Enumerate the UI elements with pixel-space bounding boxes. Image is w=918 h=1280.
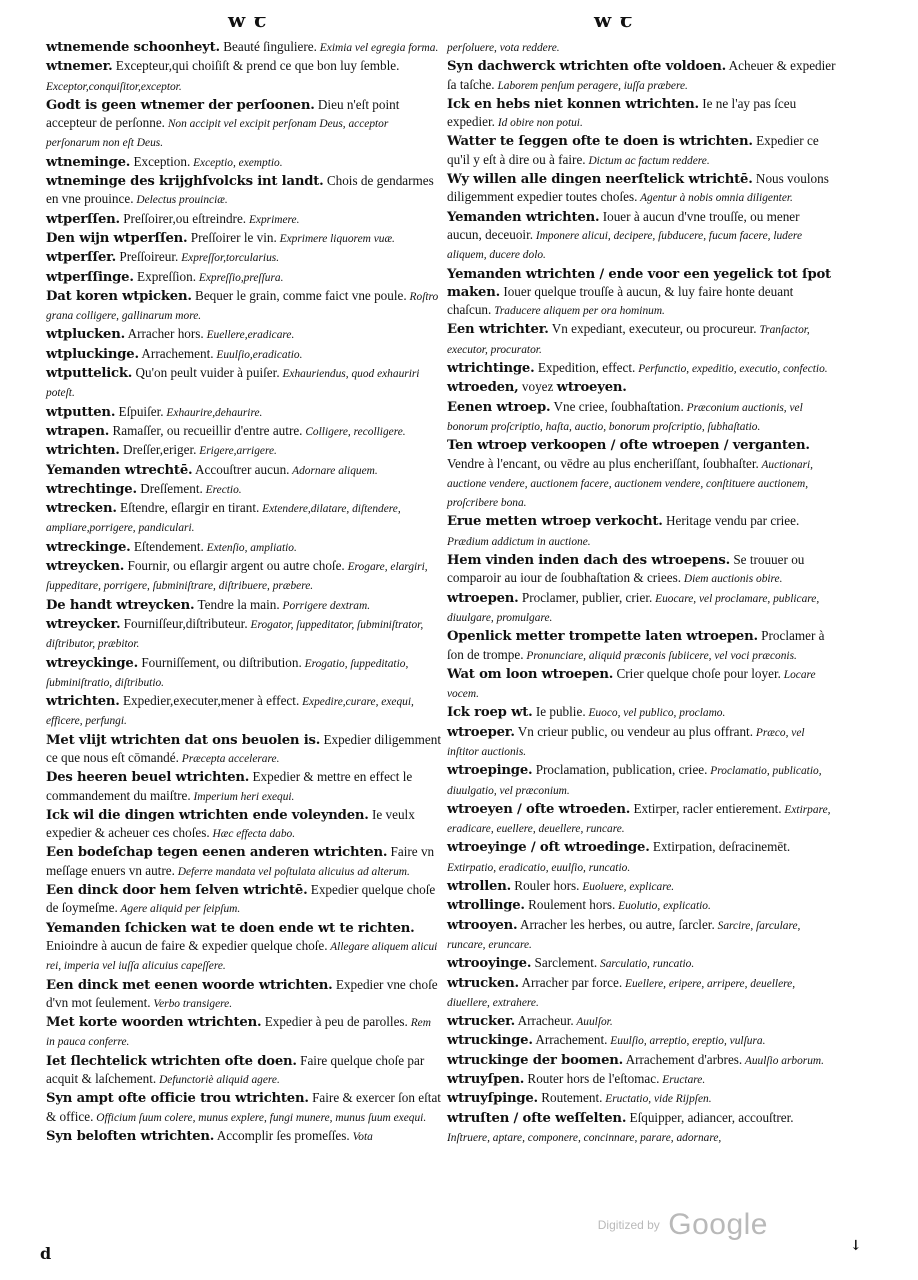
- french-gloss: Arracher hors.: [125, 326, 204, 342]
- latin-gloss: Extenſio, ampliatio.: [203, 541, 297, 554]
- latin-gloss: Colligere, recolligere.: [302, 425, 406, 438]
- french-gloss: Expedier ce qu'il y eſt à dire ou à faire.: [447, 133, 819, 167]
- french-gloss: Dreſſement.: [136, 480, 203, 496]
- french-gloss: Ie ne l'ay pas ſceu expedier.: [447, 95, 797, 130]
- latin-gloss: perſoluere, vota reddere.: [447, 42, 560, 54]
- french-gloss: Expedier vne choſe d'vn mot ſeulement.: [46, 976, 438, 1010]
- french-gloss: Arracheur.: [515, 1013, 574, 1029]
- latin-gloss: Erogare, elargiri, ſuppeditare, porrigere, ſubminiſtrare, diſtribuere, præbere.: [46, 561, 428, 593]
- latin-gloss: Prædium addictum in auctione.: [447, 535, 591, 548]
- headword: Erue metten wtroep verkocht.: [447, 514, 663, 530]
- latin-gloss: Auulſio arborum.: [742, 1054, 824, 1067]
- french-gloss: Nous voulons diligemment expedier toutes choſes.: [447, 171, 829, 205]
- latin-gloss: Eructare.: [659, 1074, 706, 1087]
- latin-gloss: Expreſſor,torcularius.: [178, 252, 280, 265]
- headword: Met korte woorden wtrichten.: [46, 1015, 262, 1031]
- dictionary-entry: [447, 896, 837, 915]
- latin-gloss: Euulſio,eradicatio.: [213, 348, 303, 361]
- french-gloss: Arracher les herbes, ou autre, ſarcler.: [517, 916, 715, 932]
- dictionary-entry: [46, 172, 441, 210]
- french-gloss: Extirper, racler entierement.: [630, 800, 782, 816]
- french-gloss: Se trouuer ou comparoir au iour de ſoubhaſtation & criees.: [447, 552, 805, 586]
- dictionary-entry: [447, 1109, 837, 1148]
- french-gloss: Ie publie.: [532, 704, 586, 720]
- latin-gloss: Vota: [349, 1130, 373, 1143]
- latin-gloss: Auctionari, auctione vendere, auctionem facere, auctionem vendere, conſtituere auctionem, proſcribere bona.: [447, 458, 814, 510]
- headword: Ten wtroep verkoopen / ofte wtroepen / verganten.: [447, 438, 810, 454]
- latin-gloss: Expedire,curare, exequi, efficere, perfungi.: [46, 696, 414, 728]
- dictionary-entry: [447, 838, 837, 877]
- latin-gloss: Sarcire, ſarculare, runcare, eruncare.: [447, 919, 801, 951]
- headword: wtrichtinge.: [447, 361, 535, 377]
- headword: wtruckinge der boomen.: [447, 1052, 624, 1068]
- headword: Syn ampt ofte officie trou wtrichten.: [46, 1091, 309, 1107]
- headword: wtroepen.: [447, 590, 519, 606]
- headword-ref: wtroeyen.: [556, 380, 627, 396]
- headword: Een wtrichter.: [447, 322, 549, 338]
- dictionary-entry: [447, 916, 837, 955]
- latin-gloss: Adornare aliquem.: [289, 464, 378, 477]
- catchword-mark: ↓: [850, 1238, 862, 1254]
- dictionary-entry: [447, 954, 837, 973]
- french-gloss: Eſquipper, adiancer, accouſtrer.: [626, 1109, 794, 1125]
- french-gloss: Vn expediant, executeur, ou procureur.: [548, 321, 757, 337]
- french-gloss: voyez: [518, 379, 557, 395]
- latin-gloss: Agentur à nobis omnia diligenter.: [637, 192, 793, 205]
- dictionary-entry: [46, 461, 441, 480]
- latin-gloss: Sarculatio, runcatio.: [597, 958, 695, 971]
- latin-gloss: Id obire non potui.: [494, 117, 583, 130]
- latin-gloss: Extirpatio, eradicatio, euulſio, runcatio.: [447, 861, 631, 874]
- french-gloss: Proclamer, publier, crier.: [518, 589, 653, 605]
- headword: wtnemende schoonheyt.: [46, 40, 220, 55]
- french-gloss: Dieu n'eſt point accepteur de perſonne.: [46, 96, 400, 131]
- dictionary-entry: [447, 627, 837, 665]
- french-gloss: Vn crieur public, ou vendeur au plus offrant.: [514, 723, 754, 739]
- dictionary-entry: [46, 325, 441, 344]
- dictionary-entry: [447, 1012, 837, 1031]
- headword: wtroeyinge / oft wtroedinge.: [447, 840, 650, 856]
- latin-gloss: Deferre mandata vel poſtulata alicuius ad alterum.: [174, 865, 410, 878]
- dictionary-entry: [447, 800, 837, 839]
- latin-gloss: Eructatio, vide Rijpſen.: [602, 1093, 712, 1106]
- french-gloss: Expedier quelque choſe de ſoymeſme.: [46, 882, 436, 916]
- dictionary-entry: [447, 512, 837, 551]
- dictionary-entry: [447, 1070, 837, 1089]
- latin-gloss: Delectus prouinciæ.: [133, 194, 228, 207]
- latin-gloss: Perfunctio, expeditio, executio, confectio.: [635, 363, 828, 376]
- dictionary-entry: [447, 170, 837, 208]
- dictionary-entry: [46, 731, 441, 769]
- running-head-left: w ꞇ: [228, 8, 268, 32]
- latin-gloss: Locare vocem.: [447, 668, 816, 701]
- dictionary-entry: [447, 132, 837, 170]
- latin-gloss: Verbo transigere.: [150, 997, 233, 1010]
- headword: Watter te ſeggen ofte te doen is wtrichten.: [447, 134, 753, 150]
- dictionary-entry: [46, 843, 441, 881]
- headword: Yemanden wtrechtē.: [46, 462, 193, 478]
- latin-gloss: Exhauriendus, quod exhauriri poteſt.: [46, 368, 420, 400]
- dictionary-entry: [46, 441, 441, 460]
- french-gloss: Vne criee, ſoubhaſtation.: [550, 398, 684, 414]
- headword: wtperſſen.: [46, 211, 120, 227]
- headword: Openlick metter trompette laten wtroepen.: [447, 629, 758, 645]
- right-column: [447, 38, 837, 1147]
- latin-gloss: Exprimere.: [246, 213, 300, 226]
- latin-gloss: Defunctoriè aliquid agere.: [156, 1074, 280, 1087]
- french-gloss: Ie veulx expedier & acheuer ces choſes.: [46, 806, 415, 841]
- dictionary-entry: [46, 153, 441, 172]
- headword: wtneminge des krijghſvolcks int landt.: [46, 174, 324, 190]
- dictionary-entry: [447, 723, 837, 762]
- headword: wtruſten / ofte weſſelten.: [447, 1110, 627, 1126]
- headword: wtroeper.: [447, 724, 515, 740]
- headword: wtruyſpen.: [447, 1072, 525, 1088]
- french-gloss: Chois de gendarmes en vne prouince.: [46, 173, 434, 207]
- headword: Yemanden wtrichten / ende voor een yegelick tot ſpot maken.: [447, 266, 831, 300]
- latin-gloss: Officium ſuum colere, munus explere, fungi munere, munus ſuum exequi.: [93, 1111, 427, 1124]
- latin-gloss: Euoluere, explicare.: [579, 881, 675, 894]
- french-gloss: Proclamer à ſon de trompe.: [447, 628, 825, 662]
- headword: wtrichten.: [46, 443, 120, 459]
- french-gloss: Faire vn meſſage enuers vn autre.: [46, 844, 435, 878]
- headword: wtrooyen.: [447, 917, 518, 933]
- headword: wtrechtinge.: [46, 481, 137, 497]
- dictionary-entry: [447, 1051, 837, 1070]
- headword: wtplucken.: [46, 327, 125, 343]
- dictionary-entry: [46, 806, 441, 844]
- headword: wtrollen.: [447, 879, 511, 895]
- headword: Dat koren wtpicken.: [46, 288, 192, 304]
- dictionary-entry: [46, 403, 441, 422]
- headword: Des heeren beuel wtrichten.: [46, 770, 250, 786]
- latin-gloss: Præconium auctionis, vel bonorum proſcriptio, haſta, auctio, bonorum proſcriptio, ſubhaſtatio.: [447, 401, 803, 433]
- french-gloss: Routement.: [537, 1090, 603, 1106]
- dictionary-entry: [447, 665, 837, 704]
- french-gloss: Excepteur,qui choiſiſt & prend ce que bon luy ſemble.: [112, 58, 400, 74]
- latin-gloss: Pronunciare, aliquid præconis ſubiicere, vel voci præconis.: [523, 649, 797, 662]
- dictionary-entry: [46, 768, 441, 806]
- dictionary-entry: [447, 1089, 837, 1108]
- french-gloss: Eſtendement.: [130, 538, 204, 554]
- headword: Iet ſlechtelick wtrichten ofte doen.: [46, 1053, 297, 1069]
- dictionary-entry: [447, 703, 837, 722]
- headword: wtroepinge.: [447, 763, 533, 779]
- french-gloss: Preſſoireur.: [116, 249, 179, 265]
- headword: Ick roep wt.: [447, 705, 533, 721]
- french-gloss: Arrachement d'arbres.: [623, 1051, 743, 1067]
- french-gloss: Eſtendre, eſlargir en tirant.: [116, 500, 260, 516]
- dictionary-entry: [447, 208, 837, 265]
- dictionary-entry: [447, 378, 837, 397]
- headword: wtruckinge.: [447, 1033, 533, 1049]
- latin-gloss: Euulſio, arreptio, ereptio, vulſura.: [607, 1035, 766, 1048]
- latin-gloss: Euolutio, explicatio.: [615, 900, 711, 913]
- dictionary-entry: [447, 436, 837, 512]
- dictionary-entry: [46, 538, 441, 557]
- headword: Een dinck door hem ſelven wtrichtē.: [46, 883, 308, 899]
- french-gloss: Expedier,executer,mener à effect.: [119, 693, 300, 709]
- french-gloss: Fourniſſeur,diſtributeur.: [120, 615, 248, 631]
- dictionary-entry: [46, 692, 441, 731]
- latin-gloss: Eximia vel egregia forma.: [316, 42, 439, 54]
- dictionary-entry: [46, 38, 441, 57]
- headword: Eenen wtroep.: [447, 399, 551, 415]
- headword: Yemanden wtrichten.: [447, 209, 600, 225]
- latin-gloss: Euellere,eradicare.: [203, 329, 295, 342]
- dictionary-entry: [447, 57, 837, 95]
- french-gloss: Faire & exercer ſon eſtat & office.: [46, 1090, 441, 1124]
- latin-gloss: Traducere aliquem per ora hominum.: [491, 305, 665, 318]
- headword: wtrapen.: [46, 423, 110, 439]
- latin-gloss: Erectio.: [202, 483, 242, 496]
- dictionary-entry: [46, 268, 441, 287]
- dictionary-entry: [447, 974, 837, 1013]
- headword: wtrecken.: [46, 501, 117, 517]
- headword: wtrooyinge.: [447, 956, 532, 972]
- dictionary-entry: [46, 596, 441, 615]
- latin-gloss: Extirpare, eradicare, euellere, deuellere, runcare.: [447, 803, 831, 836]
- french-gloss: Router hors de l'eſtomac.: [524, 1071, 660, 1087]
- latin-gloss: Extendere,dilatare, diſtendere, ampliare,porrigere, pandiculari.: [46, 503, 401, 535]
- french-gloss: Faire quelque choſe par acquit & laſchement.: [46, 1052, 425, 1087]
- latin-gloss: Erogator, ſuppeditator, ſubminiſtrator, diſtributor, præbitor.: [46, 618, 424, 651]
- headword: De handt wtreycken.: [46, 597, 195, 613]
- french-gloss: Expedier & mettre en effect le commandement du maiſtre.: [46, 769, 413, 803]
- signature-mark: d: [40, 1244, 52, 1263]
- running-head-right: w ꞇ: [594, 8, 634, 32]
- latin-gloss: Imponere alicui, decipere, ſubducere, fucum facere, ludere aliquem, ducere dolo.: [447, 229, 802, 262]
- headword: Wy willen alle dingen neerſtelick wtrichtē.: [447, 172, 753, 188]
- dictionary-entry: [46, 919, 441, 976]
- french-gloss: Proclamation, publication, criee.: [532, 762, 708, 778]
- headword: wtrollinge.: [447, 898, 525, 914]
- french-gloss: Rouler hors.: [510, 878, 580, 894]
- latin-gloss: Exceptio, exemptio.: [190, 156, 283, 169]
- latin-gloss: Agere aliquid per ſeipſum.: [117, 903, 241, 916]
- french-gloss: Bequer le grain, comme faict vne poule.: [191, 287, 407, 303]
- dictionary-entry: [46, 287, 441, 326]
- french-gloss: Enioindre à aucun de faire & expedier quelque choſe.: [46, 937, 328, 953]
- french-gloss: Accomplir ſes promeſſes.: [214, 1127, 350, 1143]
- dictionary-entry: [46, 57, 441, 96]
- headword: wtroeden,: [447, 380, 519, 396]
- headword: Yemanden ſchicken wat te doen ende wt te richten.: [46, 920, 415, 936]
- dictionary-entry: [447, 589, 837, 628]
- latin-gloss: Euellere, eripere, arripere, deuellere, diuellere, extrahere.: [447, 977, 796, 1009]
- latin-gloss: Exprimere liquorem vuæ.: [276, 232, 395, 245]
- headword: wtpluckinge.: [46, 346, 139, 362]
- french-gloss: Arracher par force.: [518, 974, 623, 990]
- dictionary-entry: [46, 615, 441, 654]
- french-gloss: Eſpuiſer.: [115, 403, 164, 419]
- french-gloss: Qu'on peult vuider à puiſer.: [132, 365, 280, 381]
- french-gloss: Beauté ſinguliere.: [219, 39, 317, 54]
- french-gloss: Vendre à l'encant, ou vēdre au plus encheriſſant, ſoubhaſter.: [447, 455, 759, 471]
- french-gloss: Expedier diligemment ce que nous eſt cōmandé.: [46, 731, 441, 765]
- french-gloss: Arrachement.: [138, 345, 214, 361]
- headword: wtreycker.: [46, 616, 121, 632]
- french-gloss: Expreſſion.: [133, 268, 197, 284]
- latin-gloss: Tranſactor, executor, procurator.: [447, 324, 810, 356]
- headword: wtroeyen / ofte wtroeden.: [447, 801, 631, 817]
- french-gloss: Acheuer & expedier ſa taſche.: [447, 58, 836, 92]
- french-gloss: Dreſſer,eriger.: [119, 442, 197, 458]
- latin-gloss: Porrigere dextram.: [279, 599, 371, 612]
- headword: Syn beloften wtrichten.: [46, 1128, 215, 1144]
- headword: wtperſſer.: [46, 250, 117, 266]
- french-gloss: Expedier à peu de parolles.: [261, 1014, 408, 1030]
- dictionary-entry: [46, 364, 441, 403]
- headword: Syn dachwerck wtrichten ofte voldoen.: [447, 59, 727, 75]
- dictionary-entry: [46, 499, 441, 538]
- headword: Ick en hebs niet konnen wtrichten.: [447, 96, 699, 112]
- headword: wtruyſpinge.: [447, 1091, 538, 1107]
- french-gloss: Tendre la main.: [194, 596, 280, 612]
- latin-gloss: Dictum ac factum reddere.: [585, 154, 710, 167]
- french-gloss: Exception.: [130, 153, 191, 169]
- dictionary-entry: [447, 265, 837, 321]
- french-gloss: Expedition, effect.: [534, 360, 636, 376]
- dictionary-entry: [46, 96, 441, 153]
- dictionary-entry: [447, 38, 837, 57]
- dictionary-entry: [447, 1031, 837, 1050]
- dictionary-entry: [46, 1127, 441, 1146]
- latin-gloss: Euocare, vel proclamare, publicare, diuulgare, promulgare.: [447, 592, 820, 624]
- french-gloss: Accouſtrer aucun.: [192, 461, 290, 477]
- dictionary-entry: [447, 398, 837, 437]
- headword: wtneminge.: [46, 154, 131, 170]
- dictionary-entry: [46, 422, 441, 441]
- french-gloss: Fourniſſement, ou diſtribution.: [138, 654, 302, 670]
- latin-gloss: Rem in pauca conferre.: [46, 1017, 431, 1049]
- latin-gloss: Non accipit vel excipit perſonam Deus, acceptor perſonarum non eſt Deus.: [46, 118, 389, 150]
- dictionary-entry: [447, 95, 837, 133]
- latin-gloss: Euoco, vel publico, proclamo.: [585, 707, 726, 720]
- latin-gloss: Auulſor.: [573, 1016, 613, 1029]
- dictionary-entry: [46, 557, 441, 596]
- latin-gloss: Præco, vel inſtitor auctionis.: [447, 726, 805, 758]
- headword: Met vlijt wtrichten dat ons beuolen is.: [46, 732, 321, 748]
- dictionary-entry: [46, 1013, 441, 1052]
- headword: Wat om loon wtroepen.: [447, 666, 614, 682]
- dictionary-entry: [46, 654, 441, 693]
- headword: wtnemer.: [46, 59, 113, 75]
- headword: wtputtelick.: [46, 366, 133, 382]
- latin-gloss: Imperium heri exequi.: [190, 790, 295, 803]
- dictionary-entry: [46, 229, 441, 248]
- latin-gloss: Hæc effecta dabo.: [209, 828, 296, 841]
- dictionary-entry: [447, 761, 837, 800]
- headword: wtreckinge.: [46, 539, 131, 555]
- latin-gloss: Præcepta accelerare.: [178, 752, 280, 765]
- french-gloss: Ramaſſer, ou recueillir d'entre autre.: [109, 422, 303, 438]
- latin-gloss: Erigere,arrigere.: [196, 445, 277, 458]
- headword: wtreyckinge.: [46, 655, 139, 671]
- french-gloss: Arrachement.: [532, 1032, 608, 1048]
- headword: Den wijn wtperſſen.: [46, 230, 188, 246]
- google-logo-text: Google: [668, 1208, 768, 1241]
- dictionary-entry: [46, 345, 441, 364]
- dictionary-entry: [447, 551, 837, 589]
- french-gloss: Preſſoirer le vin.: [187, 229, 277, 245]
- french-gloss: Sarclement.: [531, 955, 598, 971]
- dictionary-entry: [447, 877, 837, 896]
- headword: Godt is geen wtnemer der perſoonen.: [46, 97, 315, 113]
- dictionary-entry: [46, 881, 441, 919]
- latin-gloss: Erogatio, ſuppeditatio, ſubminiſtratio, diſtributio.: [46, 657, 409, 689]
- dictionary-entry: [447, 359, 837, 378]
- latin-gloss: Diem auctionis obire.: [681, 573, 783, 586]
- french-gloss: Roulement hors.: [524, 897, 616, 913]
- french-gloss: Iouer à aucun d'vne trouſſe, ou mener aucun, deceuoir.: [447, 208, 800, 242]
- headword: wtputten.: [46, 404, 116, 420]
- latin-gloss: Roſtro grana colligere, gallinarum more.: [46, 290, 439, 323]
- headword: wtrucken.: [447, 975, 519, 991]
- latin-gloss: Proclamatio, publicatio, diuulgatio, vel præconium.: [447, 765, 822, 797]
- dictionary-entry: [46, 1089, 441, 1127]
- french-gloss: Heritage vendu par criee.: [662, 513, 800, 529]
- dictionary-entry: [46, 210, 441, 229]
- latin-gloss: Allegare aliquem alicui rei, imperia vel iuſſa alicuius capeſſere.: [46, 940, 438, 973]
- left-column: [46, 38, 441, 1146]
- dictionary-entry: [46, 976, 441, 1014]
- digitized-by-label: Digitized by: [597, 1218, 660, 1232]
- latin-gloss: Expreſſio,preſſura.: [196, 271, 284, 284]
- headword: Een bodeſchap tegen eenen anderen wtrichten.: [46, 845, 388, 861]
- french-gloss: Preſſoirer,ou eſtreindre.: [119, 210, 247, 226]
- headword: Ick wil die dingen wtrichten ende voleynden.: [46, 807, 369, 823]
- french-gloss: Crier quelque choſe pour loyer.: [613, 665, 781, 681]
- headword: Hem vinden inden dach des wtroepens.: [447, 553, 731, 569]
- headword: wtreycken.: [46, 559, 125, 575]
- latin-gloss: Exhaurire,dehaurire.: [163, 406, 263, 419]
- digitized-watermark: [598, 1208, 768, 1242]
- latin-gloss: Exceptor,conquiſitor,exceptor.: [46, 80, 182, 93]
- headword: wtperſſinge.: [46, 269, 134, 285]
- dictionary-entry: [46, 480, 441, 499]
- dictionary-entry: [447, 320, 837, 359]
- french-gloss: Extirpation, deſracinemēt.: [649, 839, 791, 855]
- headword: Een dinck met eenen woorde wtrichten.: [46, 977, 333, 993]
- headword: wtrucker.: [447, 1014, 516, 1030]
- latin-gloss: Inſtruere, aptare, componere, concinnare, parare, adornare,: [447, 1131, 722, 1144]
- dictionary-entry: [46, 248, 441, 267]
- french-gloss: Fournir, ou eſlargir argent ou autre choſe.: [124, 558, 345, 574]
- dictionary-entry: [46, 1052, 441, 1090]
- headword: wtrichten.: [46, 694, 120, 710]
- french-gloss: Iouer quelque trouſſe à aucun, & luy faire honte deuant chaſcun.: [447, 283, 794, 318]
- latin-gloss: Laborem penſum peragere, iuſſa præbere.: [494, 79, 688, 92]
